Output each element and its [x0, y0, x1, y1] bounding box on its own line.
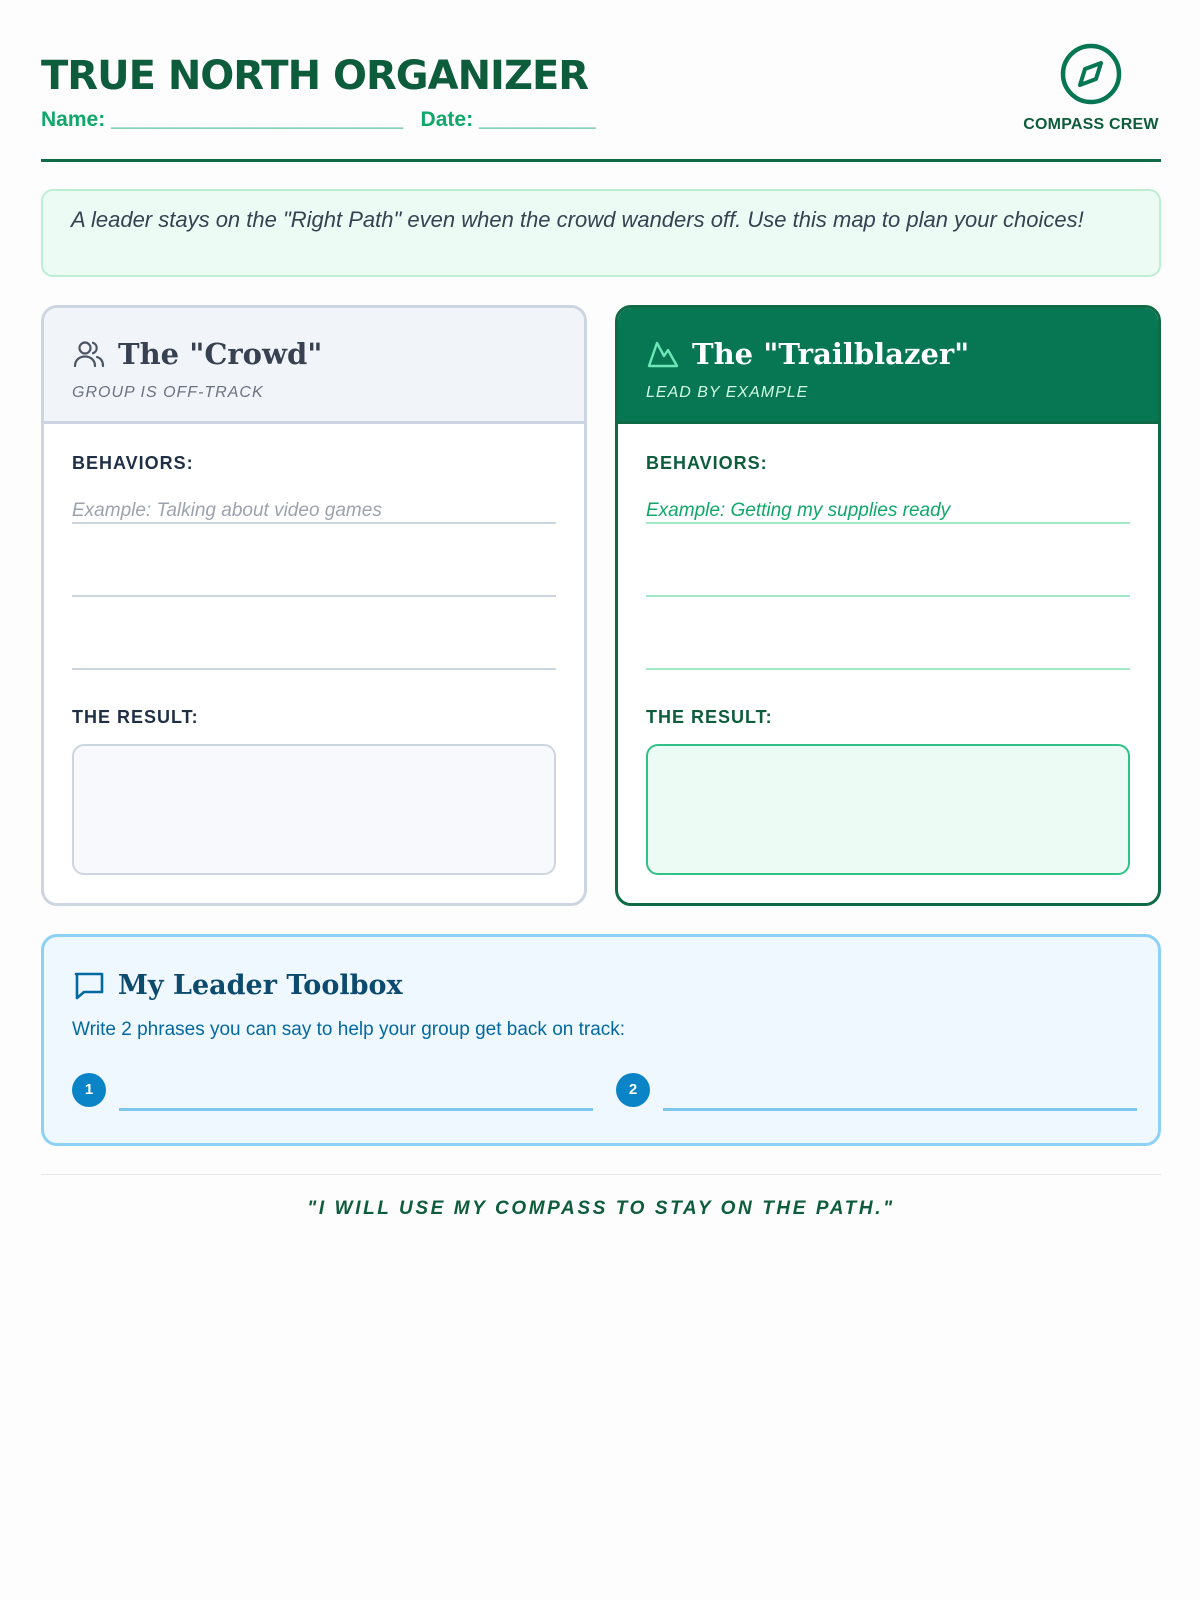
- phrase-line[interactable]: [663, 1108, 1137, 1111]
- crowd-behavior-line-1[interactable]: [72, 472, 556, 524]
- crowd-result-box[interactable]: [72, 744, 556, 875]
- crowd-behaviors-label: BEHAVIORS:: [72, 453, 194, 473]
- phrase-line[interactable]: [119, 1108, 593, 1111]
- page-title: TRUE NORTH ORGANIZER: [41, 53, 589, 99]
- name-field[interactable]: Name: _________________________: [41, 108, 404, 131]
- crowd-behavior-line-2[interactable]: [72, 524, 556, 597]
- toolbox-title: My Leader Toolbox: [118, 969, 403, 1001]
- crowd-example: Example: Talking about video games: [72, 500, 382, 521]
- number-badge: 1: [72, 1073, 106, 1107]
- toolbox-prompt: Write 2 phrases you can say to help your group get back on track:: [72, 1019, 626, 1040]
- trailblazer-example: Example: Getting my supplies ready: [646, 500, 951, 521]
- date-field[interactable]: Date: __________: [420, 108, 596, 131]
- intro-callout: A leader stays on the "Right Path" even when the crowd wanders off. Use this map to plan your choices!: [41, 189, 1161, 277]
- crowd-behavior-line-3[interactable]: [72, 597, 556, 670]
- crowd-card: [41, 305, 587, 906]
- trailblazer-behavior-line-1[interactable]: [646, 472, 1130, 524]
- number-badge: 2: [616, 1073, 650, 1107]
- trailblazer-behavior-line-3[interactable]: [646, 597, 1130, 670]
- phrase-slot-1[interactable]: [72, 1067, 593, 1111]
- leader-toolbox: [41, 934, 1161, 1146]
- compass-icon: [1060, 43, 1122, 105]
- trailblazer-behavior-line-2[interactable]: [646, 524, 1130, 597]
- phrase-slot-2[interactable]: [616, 1067, 1137, 1111]
- trailblazer-result-box[interactable]: [646, 744, 1130, 875]
- crowd-subtitle: GROUP IS OFF-TRACK: [72, 384, 264, 401]
- mountain-icon: [646, 337, 680, 371]
- trailblazer-behaviors-label: BEHAVIORS:: [646, 453, 768, 473]
- name-date-line: [41, 109, 596, 130]
- trailblazer-card-header: [618, 308, 1158, 424]
- trailblazer-result-label: THE RESULT:: [646, 707, 773, 727]
- trailblazer-subtitle: LEAD BY EXAMPLE: [646, 384, 809, 401]
- footer-divider: [41, 1174, 1161, 1175]
- crowd-title: The "Crowd": [118, 336, 323, 371]
- brand: [1021, 43, 1161, 134]
- crowd-result-label: THE RESULT:: [72, 707, 199, 727]
- crowd-card-header: [44, 308, 584, 424]
- worksheet-page: [41, 0, 1161, 1219]
- trailblazer-card: [615, 305, 1161, 906]
- brand-name: COMPASS CREW: [1023, 116, 1159, 133]
- trailblazer-title: The "Trailblazer": [692, 336, 970, 371]
- users-icon: [72, 337, 106, 371]
- footer-motto: "I WILL USE MY COMPASS TO STAY ON THE PATH.": [307, 1198, 895, 1219]
- header: [41, 0, 1161, 162]
- speech-bubble-icon: [72, 968, 106, 1002]
